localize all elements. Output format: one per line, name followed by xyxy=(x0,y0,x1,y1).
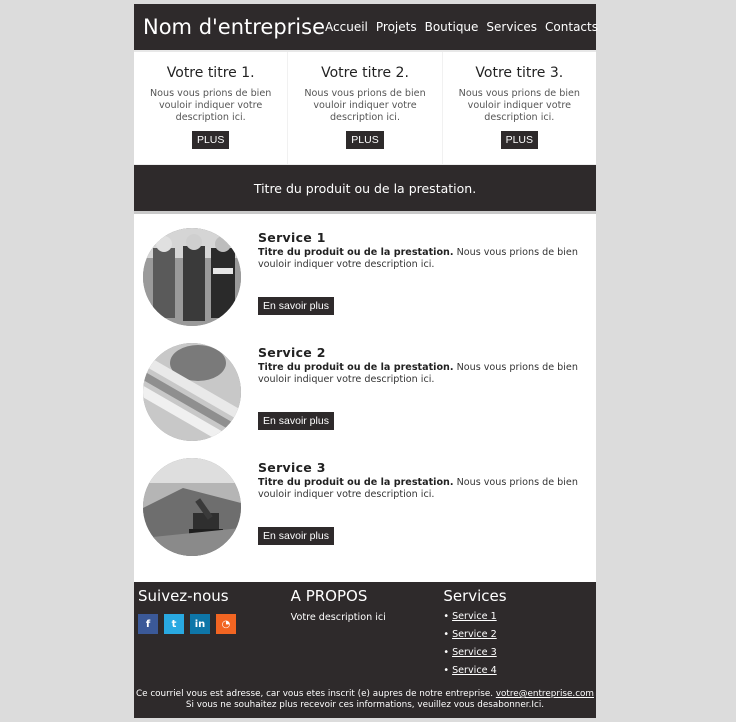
feature-3 xyxy=(443,52,596,164)
footer-columns xyxy=(134,582,596,683)
nav-contacts[interactable]: Contacts xyxy=(545,20,598,34)
service-lead: Titre du produit ou de la prestation. xyxy=(258,477,454,488)
service-item-2 xyxy=(134,343,596,458)
service-desc xyxy=(258,247,578,270)
main-nav xyxy=(325,20,598,34)
about-title: A PROPOS xyxy=(290,587,368,605)
service-desc xyxy=(258,362,578,385)
follow-title: Suivez-nous xyxy=(138,587,229,605)
footer xyxy=(134,582,596,718)
contact-email-link[interactable]: votre@entreprise.com xyxy=(495,689,594,699)
legal-line-1: Ce courriel vous est adresse, car vous etes inscrit (e) aupres de notre entreprise. xyxy=(135,689,496,699)
feature-title: Votre titre 2. xyxy=(321,65,409,81)
nav-services[interactable]: Services xyxy=(486,20,538,34)
service-1-body xyxy=(258,228,578,343)
service-3-body xyxy=(258,458,578,573)
service-text: Nous vous prions de bien vouloir indiquer votre description ici. xyxy=(258,362,578,385)
feature-3-plus-button[interactable]: PLUS xyxy=(501,131,538,149)
social-icons xyxy=(138,614,291,634)
feature-desc: Nous vous prions de bien vouloir indiquer votre description ici. xyxy=(304,88,426,123)
footer-link-service-4[interactable]: Service 4 xyxy=(452,665,497,676)
footer-service-links xyxy=(443,611,596,683)
service-lead: Titre du produit ou de la prestation. xyxy=(258,247,454,258)
nav-projets[interactable]: Projets xyxy=(375,20,417,34)
service-title: Service 2 xyxy=(258,345,326,360)
service-2-photo xyxy=(143,343,241,441)
facebook-icon[interactable]: f xyxy=(138,614,158,634)
brand-title: Nom d'entreprise xyxy=(143,15,326,39)
service-2-more-button[interactable]: En savoir plus xyxy=(258,412,334,430)
header xyxy=(134,4,596,50)
legal-notice xyxy=(134,689,596,711)
feature-2 xyxy=(288,52,442,164)
legal-line-2: Si vous ne souhaitez plus recevoir ces informations, veuillez vous desabonner.Ici. xyxy=(185,700,545,710)
service-text: Nous vous prions de bien vouloir indiquer votre description ici. xyxy=(258,477,578,500)
service-title: Service 3 xyxy=(258,460,326,475)
footer-about xyxy=(291,587,444,683)
feature-desc: Nous vous prions de bien vouloir indiquer votre description ici. xyxy=(458,88,580,123)
nav-accueil[interactable]: Accueil xyxy=(325,20,368,34)
service-1-photo xyxy=(143,228,241,326)
footer-services xyxy=(443,587,596,683)
service-1-more-button[interactable]: En savoir plus xyxy=(258,297,334,315)
footer-link-service-1[interactable]: Service 1 xyxy=(452,611,497,622)
service-title: Service 1 xyxy=(258,230,326,245)
service-3-photo xyxy=(143,458,241,556)
service-3-more-button[interactable]: En savoir plus xyxy=(258,527,334,545)
nav-boutique[interactable]: Boutique xyxy=(424,20,479,34)
services-list xyxy=(134,214,596,573)
list-item xyxy=(443,665,596,683)
footer-follow xyxy=(138,587,291,683)
feature-title: Votre titre 1. xyxy=(166,65,255,81)
feature-2-plus-button[interactable]: PLUS xyxy=(346,131,383,149)
service-text: Nous vous prions de bien vouloir indiquer votre description ici. xyxy=(258,247,578,270)
feature-1-plus-button[interactable]: PLUS xyxy=(192,131,229,149)
about-text: Votre description ici xyxy=(290,612,386,623)
feature-title: Votre titre 3. xyxy=(475,65,564,81)
feature-1 xyxy=(134,52,288,164)
footer-link-service-2[interactable]: Service 2 xyxy=(452,629,497,640)
footer-services-title: Services xyxy=(443,587,507,605)
footer-link-service-3[interactable]: Service 3 xyxy=(452,647,497,658)
service-desc xyxy=(258,477,578,500)
service-item-1 xyxy=(134,228,596,343)
service-lead: Titre du produit ou de la prestation. xyxy=(258,362,454,373)
twitter-icon[interactable]: t xyxy=(164,614,184,634)
service-2-body xyxy=(258,343,578,458)
list-item xyxy=(443,629,596,647)
features-row xyxy=(134,52,596,165)
service-item-3 xyxy=(134,458,596,573)
list-item xyxy=(443,647,596,665)
email-page xyxy=(134,4,596,718)
rss-icon[interactable]: ◔ xyxy=(216,614,236,634)
product-banner: Titre du produit ou de la prestation. xyxy=(134,165,596,214)
linkedin-icon[interactable]: in xyxy=(190,614,210,634)
feature-desc: Nous vous prions de bien vouloir indiquer votre description ici. xyxy=(150,88,272,123)
list-item xyxy=(443,611,596,629)
